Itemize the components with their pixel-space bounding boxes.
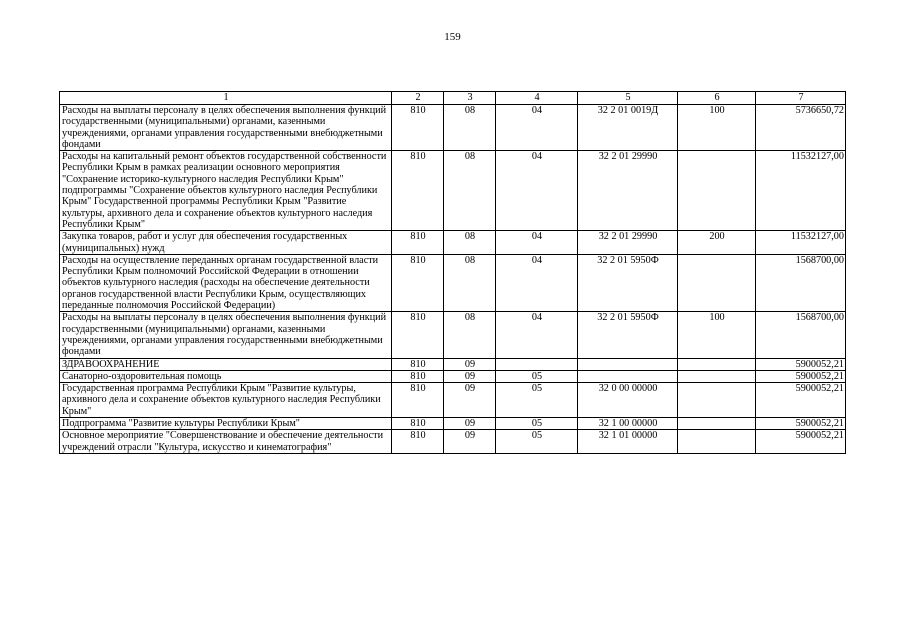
row-name-cell: Санаторно-оздоровительная помощь	[60, 370, 392, 382]
amount-cell: 1568700,00	[756, 254, 846, 311]
row-name-cell: Закупка товаров, работ и услуг для обеспечения государственных (муниципальных) нужд	[60, 231, 392, 255]
ved-code-cell: 810	[392, 370, 444, 382]
table-row	[60, 254, 846, 311]
ved-code-cell: 810	[392, 231, 444, 255]
subsection-code-cell: 04	[496, 254, 578, 311]
subsection-code-cell: 05	[496, 383, 578, 418]
expense-type-cell	[678, 383, 756, 418]
amount-cell: 11532127,00	[756, 151, 846, 231]
ved-code-cell: 810	[392, 358, 444, 370]
expense-type-cell	[678, 254, 756, 311]
table-row	[60, 418, 846, 430]
expense-type-cell: 100	[678, 105, 756, 151]
row-name-cell: Расходы на выплаты персоналу в целях обеспечения выполнения функций государственными (муниципальными) органами, казенными учреждениями, органами управления государственными внебюджетными фондами	[60, 105, 392, 151]
target-article-cell	[578, 370, 678, 382]
table-body	[60, 105, 846, 454]
amount-cell: 5900052,21	[756, 418, 846, 430]
row-name-cell: Расходы на выплаты персоналу в целях обеспечения выполнения функций государственными (муниципальными) органами, казенными учреждениями, органами управления государственными внебюджетными фондами	[60, 312, 392, 358]
column-header: 5	[578, 92, 678, 105]
ved-code-cell: 810	[392, 383, 444, 418]
table-row	[60, 151, 846, 231]
table-row	[60, 231, 846, 255]
ved-code-cell: 810	[392, 254, 444, 311]
column-header: 7	[756, 92, 846, 105]
section-code-cell: 08	[444, 151, 496, 231]
section-code-cell: 08	[444, 231, 496, 255]
amount-cell: 5900052,21	[756, 383, 846, 418]
subsection-code-cell: 05	[496, 430, 578, 454]
amount-cell: 1568700,00	[756, 312, 846, 358]
subsection-code-cell: 04	[496, 231, 578, 255]
expense-type-cell	[678, 151, 756, 231]
ved-code-cell: 810	[392, 312, 444, 358]
subsection-code-cell: 05	[496, 418, 578, 430]
amount-cell: 5900052,21	[756, 430, 846, 454]
ved-code-cell: 810	[392, 430, 444, 454]
expense-type-cell	[678, 430, 756, 454]
header-row	[60, 92, 846, 105]
table-row	[60, 383, 846, 418]
row-name-cell: ЗДРАВООХРАНЕНИЕ	[60, 358, 392, 370]
column-header: 6	[678, 92, 756, 105]
section-code-cell: 09	[444, 430, 496, 454]
table-row	[60, 370, 846, 382]
subsection-code-cell: 04	[496, 105, 578, 151]
amount-cell: 11532127,00	[756, 231, 846, 255]
amount-cell: 5900052,21	[756, 358, 846, 370]
target-article-cell	[578, 358, 678, 370]
ved-code-cell: 810	[392, 418, 444, 430]
row-name-cell: Основное мероприятие "Совершенствование и обеспечение деятельности учреждений отрасли "Культура, искусство и кинематография"	[60, 430, 392, 454]
subsection-code-cell: 04	[496, 312, 578, 358]
section-code-cell: 09	[444, 370, 496, 382]
ved-code-cell: 810	[392, 105, 444, 151]
section-code-cell: 08	[444, 105, 496, 151]
section-code-cell: 09	[444, 418, 496, 430]
expense-type-cell	[678, 358, 756, 370]
column-header: 4	[496, 92, 578, 105]
subsection-code-cell: 05	[496, 370, 578, 382]
table-row	[60, 430, 846, 454]
target-article-cell: 32 2 01 29990	[578, 151, 678, 231]
ved-code-cell: 810	[392, 151, 444, 231]
target-article-cell: 32 2 01 0019Д	[578, 105, 678, 151]
target-article-cell: 32 1 00 00000	[578, 418, 678, 430]
expense-type-cell: 200	[678, 231, 756, 255]
expense-type-cell: 100	[678, 312, 756, 358]
target-article-cell: 32 2 01 5950Ф	[578, 254, 678, 311]
column-header: 1	[60, 92, 392, 105]
row-name-cell: Государственная программа Республики Крым "Развитие культуры, архивного дела и сохранение объектов культурного наследия Республики Крым"	[60, 383, 392, 418]
target-article-cell: 32 0 00 00000	[578, 383, 678, 418]
expense-type-cell	[678, 418, 756, 430]
table-row	[60, 105, 846, 151]
row-name-cell: Расходы на осуществление переданных органам государственной власти Республики Крым полномочий Российской Федерации в отношении объектов культурного наследия (расходы на обеспечение деятельности органов государственной власти Республики Крым, осуществляющих переданные полномочия Российской Федерации)	[60, 254, 392, 311]
row-name-cell: Подпрограмма "Развитие культуры Республики Крым"	[60, 418, 392, 430]
table-row	[60, 358, 846, 370]
amount-cell: 5900052,21	[756, 370, 846, 382]
expense-type-cell	[678, 370, 756, 382]
section-code-cell: 09	[444, 383, 496, 418]
target-article-cell: 32 1 01 00000	[578, 430, 678, 454]
page-number: 159	[444, 31, 461, 43]
subsection-code-cell: 04	[496, 151, 578, 231]
section-code-cell: 09	[444, 358, 496, 370]
table-row	[60, 312, 846, 358]
section-code-cell: 08	[444, 254, 496, 311]
target-article-cell: 32 2 01 5950Ф	[578, 312, 678, 358]
column-header: 3	[444, 92, 496, 105]
budget-table	[59, 91, 846, 454]
target-article-cell: 32 2 01 29990	[578, 231, 678, 255]
column-header: 2	[392, 92, 444, 105]
row-name-cell: Расходы на капитальный ремонт объектов государственной собственности Республики Крым в рамках реализации основного мероприятия "Сохранение историко-культурного наследия Республики Крым" подпрограммы "Сохранение объектов культурного наследия Республики Крым" Государственной программы Республики Крым "Развитие культуры, архивного дела и сохранение объектов культурного наследия Республики Крым"	[60, 151, 392, 231]
amount-cell: 5736650,72	[756, 105, 846, 151]
section-code-cell: 08	[444, 312, 496, 358]
subsection-code-cell	[496, 358, 578, 370]
